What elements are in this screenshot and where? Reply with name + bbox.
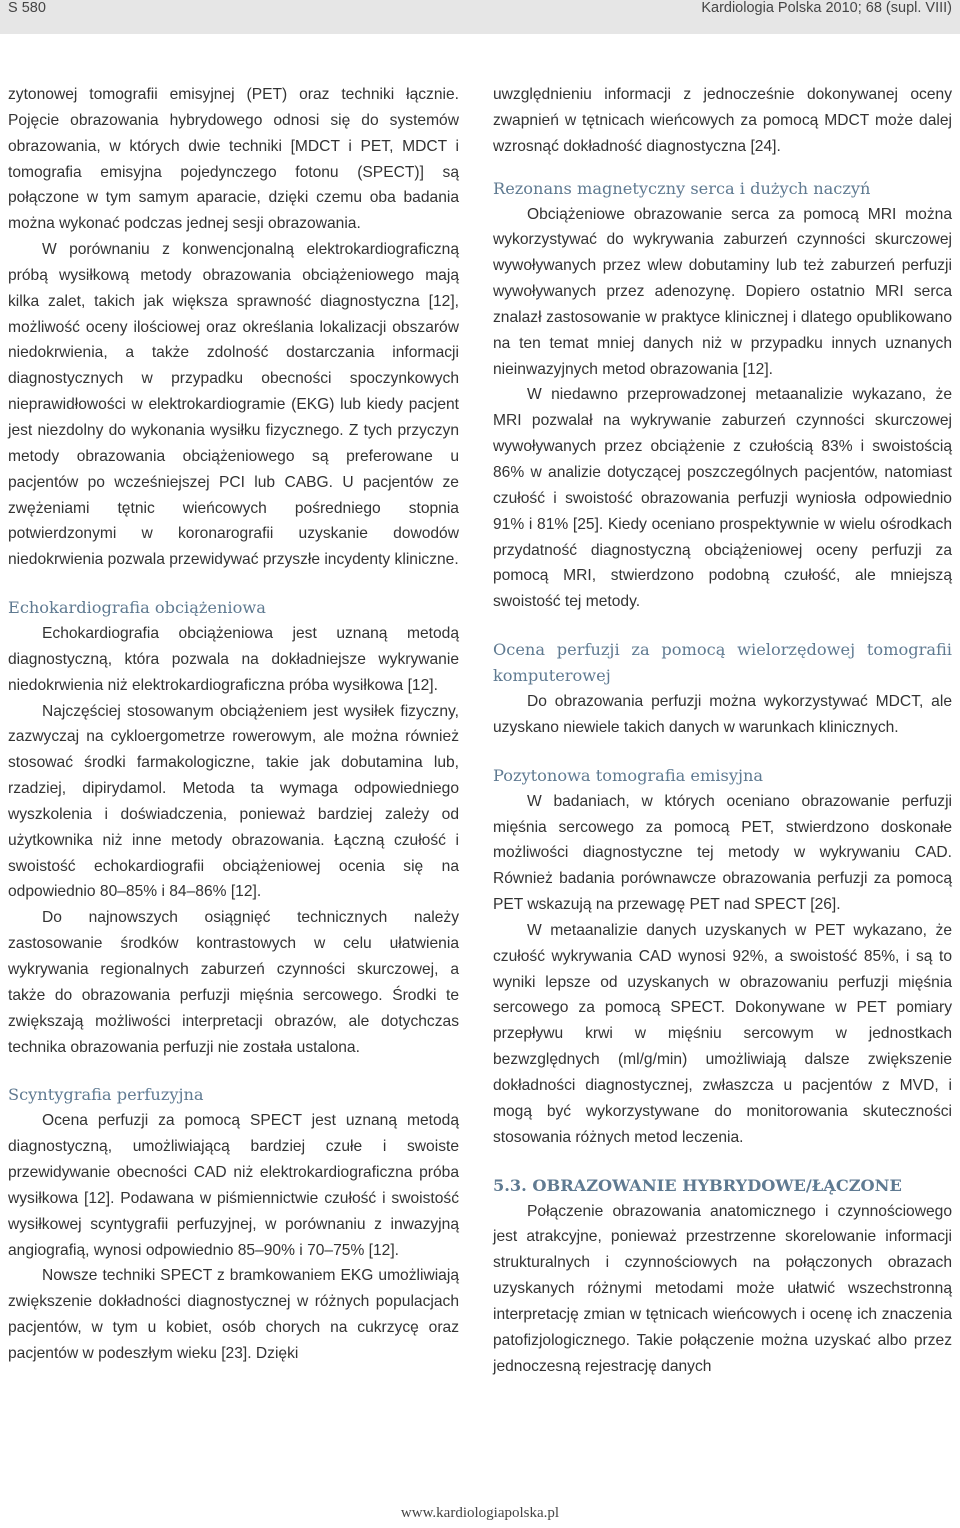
paragraph: Połączenie obrazowania anatomicznego i czynnościowego jest atrakcyjne, ponieważ przestrzenne skorelowanie informacji strukturalnych i czynnościowych na połączonych obrazach uzyskanych różnymi metodami może ułatwić wszechstronną interpretację zmian w tętnicach wieńcowych i ocenę ich znaczenia patofizjologicznego. Takie połączenie można uzyskać albo przez jednoczesną rejestrację danych bbox=[493, 1202, 952, 1375]
section-heading: Pozytonowa tomografia emisyjna bbox=[493, 765, 764, 785]
section-heading: 5.3. OBRAZOWANIE HYBRYDOWE/ŁĄCZONE bbox=[493, 1175, 902, 1195]
paragraph: W porównaniu z konwencjonalną elektrokardiograficzną próbą wysiłkową metody obrazowania obciążeniowego mają kilka zalet, takich jak większa sprawność diagnostyczna [12], możliwość oceny ilościowej oraz określania lokalizacji obszarów niedokrwienia, a także zdolność dostarczania informacji diagnostycznych w przypadku obecności spoczynkowych nieprawidłowości w elektrokardiogramie (EKG) lub kiedy pacjent jest niezdolny do wykonania wysiłku fizycznego. Z tych przyczyn metody obrazowania obciążeniowego są preferowane u pacjentów po wcześniejszej PCI lub CABG. U pacjentów ze zwężeniami tętnic wieńcowych pośredniego stopnia potwierdzonymi w koronarografii uzyskanie dowodów niedokrwienia pozwala przewidywać przyszłe incydenty kliniczne. bbox=[8, 241, 459, 569]
section-spacer bbox=[493, 741, 952, 763]
left-column bbox=[8, 82, 459, 1367]
paragraph: Do obrazowania perfuzji można wykorzystywać MDCT, ale uzyskano niewiele takich danych w warunkach klinicznych. bbox=[493, 693, 952, 736]
paragraph: zytonowej tomografii emisyjnej (PET) oraz techniki łącznie. Pojęcie obrazowania hybrydowego odnosi się do systemów obrazowania, w których dwie techniki [MDCT i PET, MDCT i tomografia emisyjna pojedynczego fotonu (SPECT)] są połączone w tym samym aparacie, dzięki czemu oba badania można wykonać podczas jednej sesji obrazowania. bbox=[8, 86, 459, 233]
paragraph: Obciążeniowe obrazowanie serca za pomocą MRI można wykorzystywać do wykrywania zaburzeń czynności skurczowej wywoływanych przez wlew dobutaminy lub też zaburzeń perfuzji wywoływanych przez adenozynę. Dopiero ostatnio MRI serca znalazł zastosowanie w praktyce klinicznej i dlatego opublikowano na ten temat mniej danych niż w przypadku innych uznanych nieinwazyjnych metod obrazowania [12]. bbox=[493, 205, 952, 378]
section-heading: Ocena perfuzji za pomocą wielorzędowej tomografii komputerowej bbox=[493, 640, 952, 686]
section-heading: Rezonans magnetyczny serca i dużych naczyń bbox=[493, 178, 871, 198]
paragraph: W niedawno przeprowadzonej metaanalizie wykazano, że MRI pozwalał na wykrywanie zaburzeń czynności skurczowej wywoływanych przez obciążenie z czułością 83% i swoistością 86% w analizie dotyczącej poszczególnych pacjentów, natomiast czułość i swoistość obrazowania perfuzji wyniosła odpowiednio 91% i 81% [25]. Kiedy oceniano prospektywnie w wielu ośrodkach przydatność diagnostyczną obciążeniowej oceny perfuzji za pomocą MRI, stwierdzono podobną czułość, ale mniejszą swoistość tej metody. bbox=[493, 386, 952, 611]
paragraph: uwzględnieniu informacji z jednocześnie dokonywanej oceny zwapnień w tętnicach wieńcowych za pomocą MDCT może dalej wzrosnąć dokładność diagnostyczna [24]. bbox=[493, 86, 952, 155]
page-header bbox=[0, 0, 960, 34]
paragraph: Do najnowszych osiągnięć technicznych należy zastosowanie środków kontrastowych w celu ułatwienia wykrywania regionalnych zaburzeń czynności skurczowej, a także do obrazowania perfuzji mięśnia sercowego. Środki te zwiększają możliwości interpretacji obrazów, ale dotychczas technika obrazowania perfuzji nie została ustalona. bbox=[8, 909, 459, 1056]
section-spacer bbox=[493, 615, 952, 637]
journal-citation: Kardiologia Polska 2010; 68 (supl. VIII) bbox=[701, 0, 952, 16]
section-heading: Scyntygrafia perfuzyjna bbox=[8, 1085, 204, 1105]
right-column bbox=[493, 82, 952, 1379]
paragraph: Najczęściej stosowanym obciążeniem jest wysiłek fizyczny, zazwyczaj na cykloergometrze rowerowym, ale można również stosować środki farmakologiczne, takie jak dobutamina lub, rzadziej, dipirydamol. Metoda ta wymaga odpowiedniego wyszkolenia i doświadczenia, ponieważ bardziej zależy od użytkownika niż inne metody obrazowania. Łączną czułość i swoistość echokardiografii obciążeniowej ocenia się na odpowiednio 80–85% i 84–86% [12]. bbox=[8, 702, 459, 901]
section-spacer bbox=[493, 1151, 952, 1173]
section-spacer bbox=[493, 160, 952, 176]
paragraph: W metaanalizie danych uzyskanych w PET wykazano, że czułość wykrywania CAD wynosi 92%, a swoistość 85%, i są to wyniki lepsze od uzyskanych w obrazowaniu perfuzji mięśnia sercowego za pomocą SPECT. Dokonywane w PET pomiary przepływu krwi w mięśniu sercowym w jednostkach bezwzględnych (ml/g/min) umożliwiają dalsze zwiększenie dokładności diagnostycznej, zwłaszcza u pacjentów z MVD, i mogą być wykorzystywane do monitorowania skuteczności stosowania różnych metod leczenia. bbox=[493, 921, 952, 1146]
paragraph: Echokardiografia obciążeniowa jest uznaną metodą diagnostyczną, która pozwala na dokładniejsze wykrywanie niedokrwienia niż elektrokardiograficzna próba wysiłkowa [12]. bbox=[8, 625, 459, 694]
footer-url[interactable]: www.kardiologiapolska.pl bbox=[400, 1505, 560, 1521]
section-heading: Echokardiografia obciążeniowa bbox=[8, 598, 266, 618]
page-number: S 580 bbox=[8, 0, 46, 16]
section-spacer bbox=[8, 1060, 459, 1082]
paragraph: W badaniach, w których oceniano obrazowanie perfuzji mięśnia sercowego za pomocą PET, stwierdzono doskonałe możliwości diagnostyczne tej metody w wykrywaniu CAD. Również badania porównawcze obrazowania perfuzji za pomocą PET wskazują na przewagę PET nad SPECT [26]. bbox=[493, 792, 952, 914]
paragraph: Ocena perfuzji za pomocą SPECT jest uznaną metodą diagnostyczną, umożliwiającą bardziej czułe i swoiste przewidywanie obecności CAD niż elektrokardiograficzna próba wysiłkowa [12]. Podawana w piśmiennictwie czułość i swoistość wysiłkowej scyntygrafii perfuzyjnej, w porównaniu z inwazyjną angiografią, wynosi odpowiednio 85–90% i 70–75% [12]. bbox=[8, 1112, 459, 1259]
section-spacer bbox=[8, 573, 459, 595]
paragraph: Nowsze techniki SPECT z bramkowaniem EKG umożliwiają zwiększenie dokładności diagnostycznej w różnych populacjach pacjentów, w tym u kobiet, osób chorych na cukrzycę oraz pacjentów w podeszłym wieku [23]. Dzięki bbox=[8, 1267, 459, 1362]
